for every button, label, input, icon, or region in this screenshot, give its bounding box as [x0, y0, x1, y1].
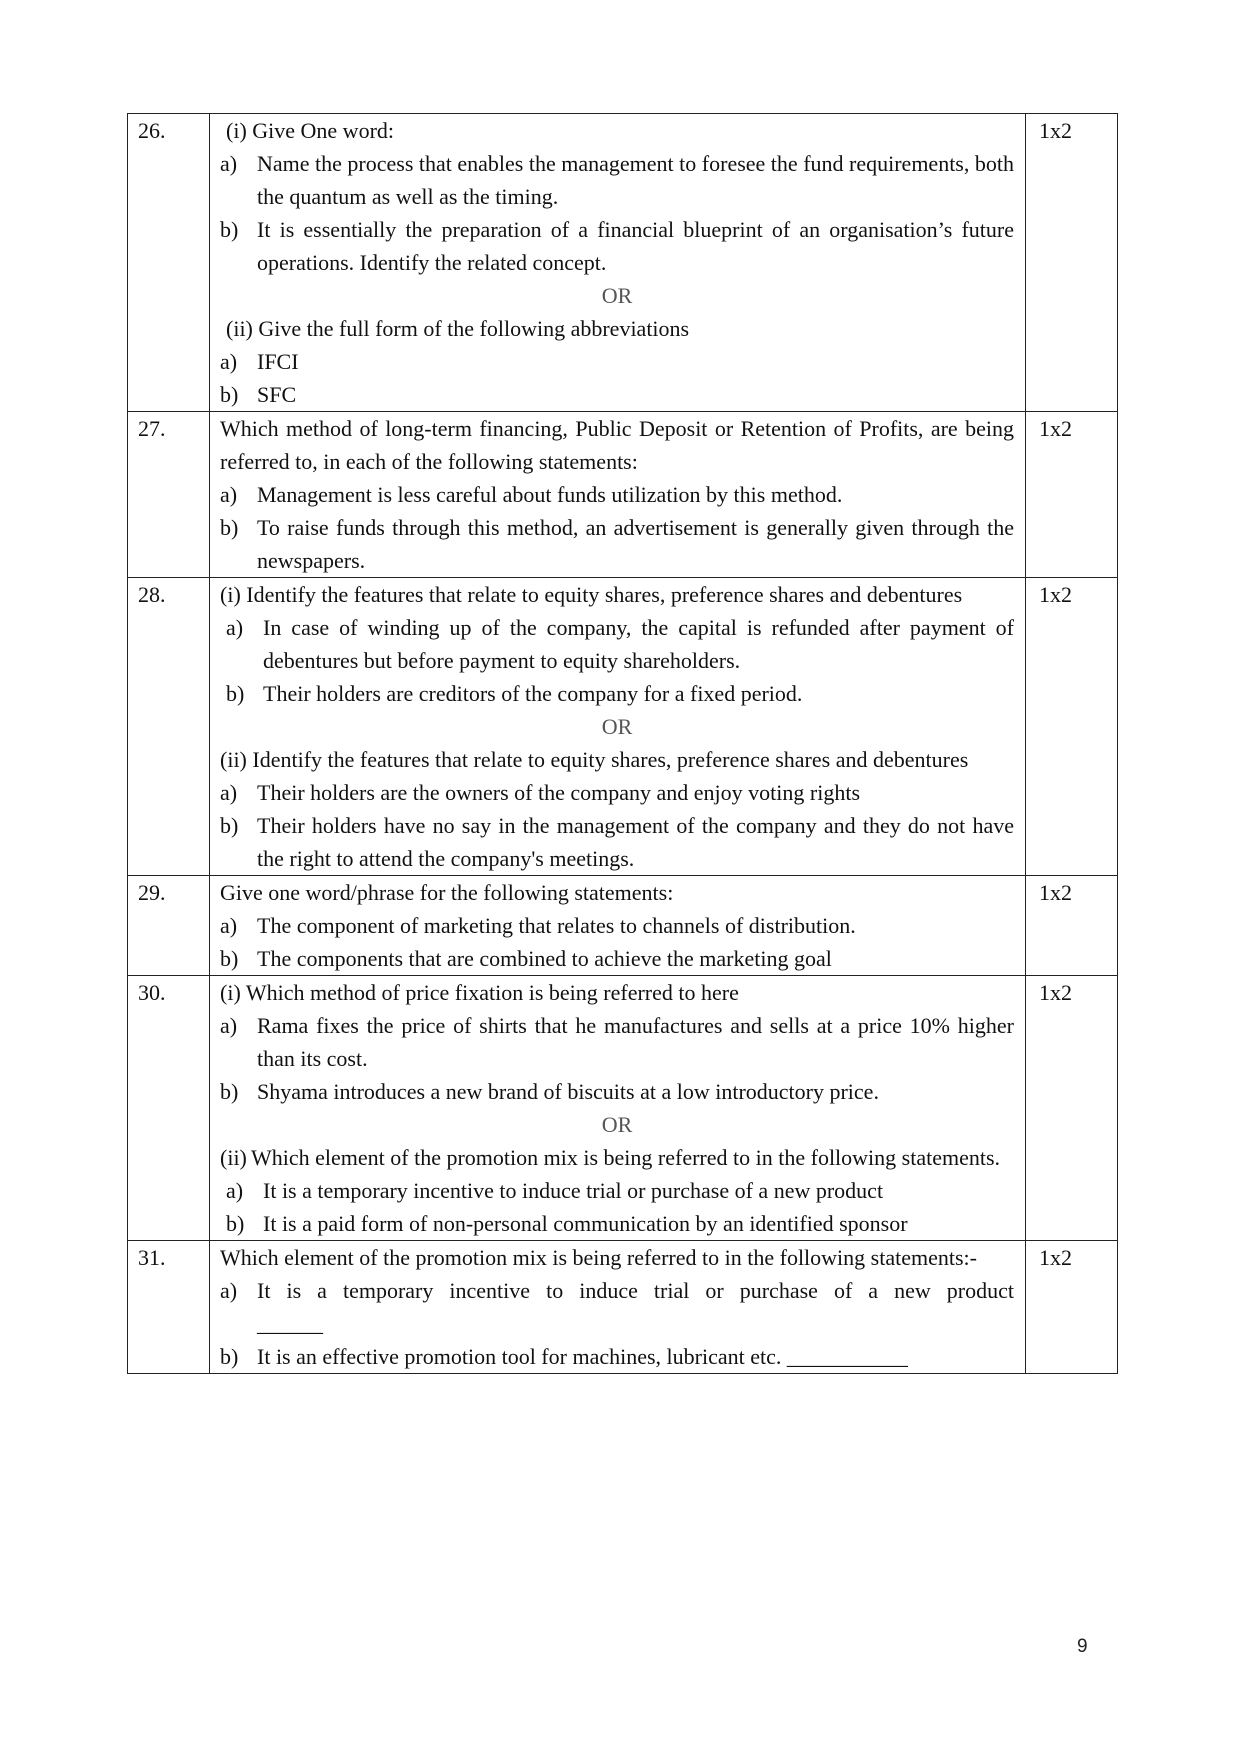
question-table-body: [128, 114, 1118, 1374]
page-number: 9: [1077, 1636, 1088, 1657]
sub-item-label: b): [226, 1211, 245, 1236]
question-text: (i) Identify the features that relate to equity shares, preference shares and debentures: [220, 582, 963, 607]
sub-item-content: Their holders are creditors of the company for a fixed period.: [263, 681, 803, 706]
question-body: [210, 412, 1026, 578]
sub-item-content: The component of marketing that relates to channels of distribution.: [257, 913, 856, 938]
sub-item-content: It is an effective promotion tool for machines, lubricant etc. ___________: [257, 1344, 908, 1369]
sub-item-text: [257, 1340, 1014, 1373]
or-separator: OR: [601, 283, 633, 308]
question-part: [220, 1141, 1014, 1174]
sub-item-content: Shyama introduces a new brand of biscuits at a low introductory price.: [257, 1079, 879, 1104]
sub-item-label: a): [226, 615, 244, 640]
question-row: [128, 412, 1118, 578]
sub-item-label: b): [220, 946, 239, 971]
sub-item: [220, 677, 1014, 710]
sub-item-text: [257, 213, 1014, 279]
or-separator: OR: [601, 1112, 633, 1137]
sub-item-label: a): [220, 1013, 238, 1038]
sub-item-content: It is a paid form of non-personal communication by an identified sponsor: [263, 1211, 908, 1236]
question-table: [127, 113, 1118, 1374]
marks: 1x2: [1026, 876, 1118, 976]
sub-item: [220, 1075, 1014, 1108]
sub-item-label: b): [220, 1344, 239, 1369]
sub-item: [220, 1174, 1014, 1207]
sub-item: [220, 478, 1014, 511]
sub-item-text: [257, 942, 1014, 975]
sub-item: [220, 1340, 1014, 1373]
sub-item-text: [257, 345, 1014, 378]
sub-item: [220, 809, 1014, 875]
sub-item-label: b): [220, 515, 239, 540]
question-text: (ii) Identify the features that relate to equity shares, preference shares and debentures: [220, 747, 969, 772]
sub-item-label: a): [220, 780, 238, 805]
sub-item-text: [257, 478, 1014, 511]
sub-item-content: SFC: [257, 382, 297, 407]
sub-item-content: In case of winding up of the company, the capital is refunded after payment of debentures but before payment to equity shareholders.: [263, 615, 1014, 673]
question-text: (ii) Give the full form of the following abbreviations: [226, 316, 690, 341]
marks: 1x2: [1026, 114, 1118, 412]
question-number: 26.: [128, 114, 210, 412]
question-number: 31.: [128, 1241, 210, 1374]
question-number: 27.: [128, 412, 210, 578]
sub-item: [220, 1207, 1014, 1240]
sub-item: [220, 345, 1014, 378]
sub-item-content: Rama fixes the price of shirts that he manufactures and sells at a price 10% higher than its cost.: [257, 1013, 1014, 1071]
sub-item-text: [263, 677, 1014, 710]
sub-item-content: Management is less careful about funds utilization by this method.: [257, 482, 843, 507]
sub-item-text: [257, 1075, 1014, 1108]
sub-item: [220, 213, 1014, 279]
sub-item-label: a): [220, 913, 238, 938]
question-body: [210, 114, 1026, 412]
sub-item-label: a): [226, 1178, 244, 1203]
sub-item: [220, 147, 1014, 213]
sub-item-label: (ii): [220, 1145, 247, 1170]
sub-item-label: b): [220, 217, 239, 242]
question-row: [128, 876, 1118, 976]
sub-item-label: b): [220, 382, 239, 407]
sub-item-text: [257, 511, 1014, 577]
question-row: [128, 1241, 1118, 1374]
sub-item-content: Their holders have no say in the management of the company and they do not have the right to attend the company's meetings.: [257, 813, 1014, 871]
question-number: 28.: [128, 578, 210, 876]
question-row: [128, 976, 1118, 1241]
sub-item: [220, 611, 1014, 677]
sub-item-text: [263, 611, 1014, 677]
sub-item-text: [257, 147, 1014, 213]
sub-item: [220, 511, 1014, 577]
sub-item: [220, 1274, 1014, 1340]
answer-blank: ______: [257, 1311, 323, 1336]
question-text: Which method of long-term financing, Public Deposit or Retention of Profits, are being referred to, in each of the following statements:: [220, 416, 1014, 474]
question-row: [128, 114, 1118, 412]
sub-item-label: b): [220, 813, 239, 838]
question-text: Which element of the promotion mix is being referred to in the following statements:-: [220, 1245, 977, 1270]
question-text: Give one word/phrase for the following statements:: [220, 880, 674, 905]
sub-item-text: [251, 1141, 1014, 1174]
sub-item-content: It is a temporary incentive to induce trial or purchase of a new product: [257, 1278, 1014, 1303]
sub-item-content: The components that are combined to achieve the marketing goal: [257, 946, 832, 971]
sub-item-content: It is a temporary incentive to induce trial or purchase of a new product: [263, 1178, 884, 1203]
sub-item: [220, 378, 1014, 411]
sub-item-text: [257, 909, 1014, 942]
question-number: 30.: [128, 976, 210, 1241]
or-separator: OR: [601, 714, 633, 739]
marks: 1x2: [1026, 976, 1118, 1241]
marks: 1x2: [1026, 578, 1118, 876]
sub-item-text: [257, 1274, 1014, 1340]
question-body: [210, 1241, 1026, 1374]
sub-item-label: b): [226, 681, 245, 706]
sub-item: [220, 776, 1014, 809]
question-body: [210, 578, 1026, 876]
sub-item-text: [257, 809, 1014, 875]
question-text: (i) Give One word:: [226, 118, 395, 143]
sub-item-content: To raise funds through this method, an advertisement is generally given through the newspapers.: [257, 515, 1014, 573]
question-number: 29.: [128, 876, 210, 976]
sub-item-text: [257, 1009, 1014, 1075]
sub-item-content: It is essentially the preparation of a financial blueprint of an organisation’s future operations. Identify the related concept.: [257, 217, 1014, 275]
marks: 1x2: [1026, 412, 1118, 578]
question-text: (i) Which method of price fixation is being referred to here: [220, 980, 739, 1005]
sub-item-content: IFCI: [257, 349, 299, 374]
sub-item-label: a): [220, 151, 238, 176]
sub-item: [220, 909, 1014, 942]
sub-item-label: a): [220, 1278, 238, 1303]
sub-item: [220, 942, 1014, 975]
sub-item-text: [257, 378, 1014, 411]
sub-item: [220, 1009, 1014, 1075]
sub-item-text: [263, 1207, 1014, 1240]
sub-item-content: Name the process that enables the management to foresee the fund requirements, both the quantum as well as the timing.: [257, 151, 1014, 209]
sub-item-content: Their holders are the owners of the company and enjoy voting rights: [257, 780, 861, 805]
sub-item-text: [257, 776, 1014, 809]
sub-item-label: b): [220, 1079, 239, 1104]
sub-item-text: [263, 1174, 1014, 1207]
question-row: [128, 578, 1118, 876]
question-body: [210, 876, 1026, 976]
sub-item-label: a): [220, 349, 238, 374]
sub-item-content: Which element of the promotion mix is being referred to in the following statements.: [251, 1145, 1001, 1170]
question-body: [210, 976, 1026, 1241]
sub-item-label: a): [220, 482, 238, 507]
marks: 1x2: [1026, 1241, 1118, 1374]
